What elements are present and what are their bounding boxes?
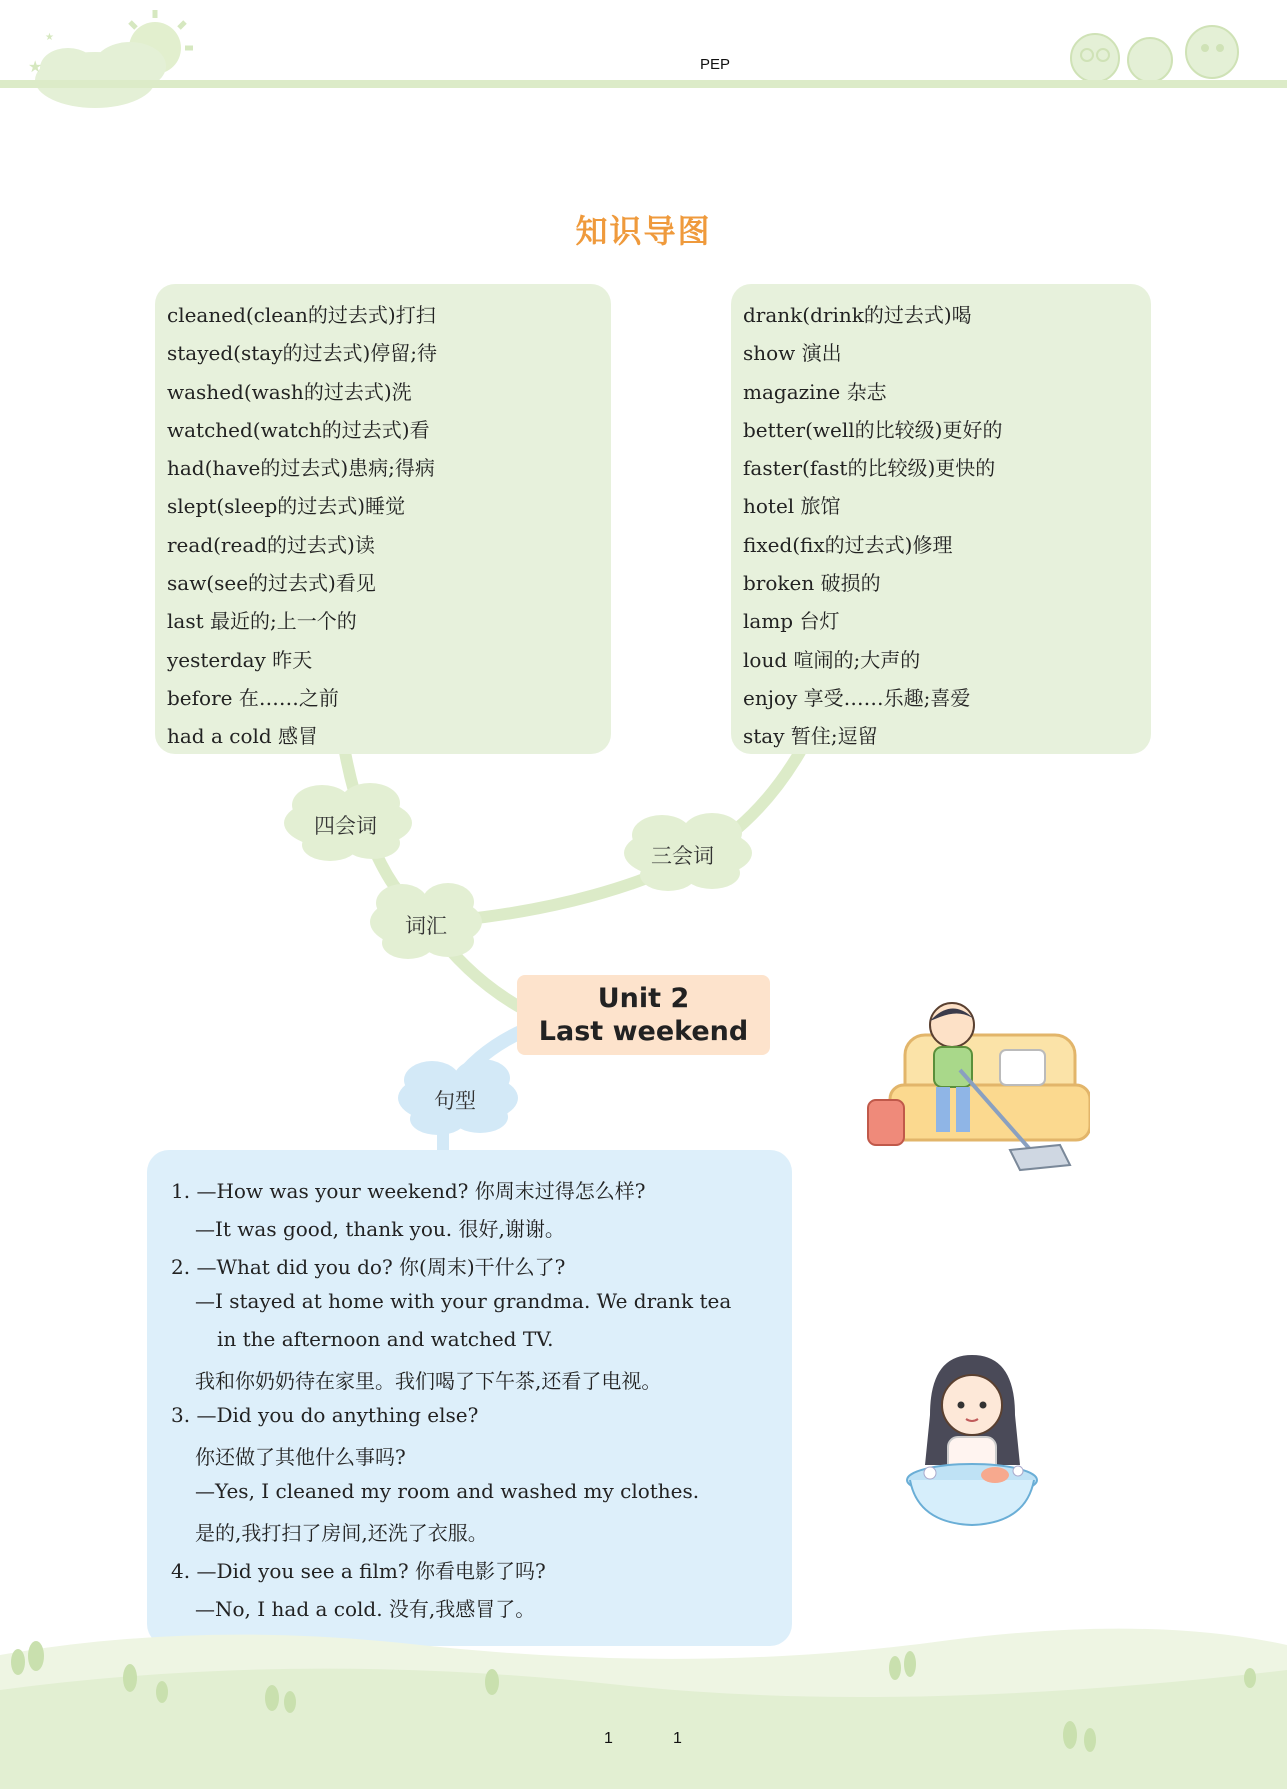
page-title: 知识导图 bbox=[575, 212, 712, 250]
page-number-left: 1 bbox=[604, 1730, 613, 1747]
vocab-item: fixed(fix的过去式)修理 bbox=[743, 532, 953, 557]
vocabulary-label: 词汇 bbox=[405, 914, 447, 938]
sentence-pattern-box bbox=[147, 1150, 792, 1646]
vocab-item: enjoy 享受……乐趣;喜爱 bbox=[743, 685, 971, 710]
sentence-line: 2. —What did you do? 你(周末)干什么了? bbox=[171, 1255, 566, 1279]
unit-number: Unit 2 bbox=[597, 983, 690, 1014]
girl-washing-illustration bbox=[900, 1345, 1075, 1535]
branch-three-skills bbox=[460, 752, 800, 920]
sentence-line: 3. —Did you do anything else? bbox=[171, 1403, 479, 1427]
four-skills-label: 四会词 bbox=[314, 814, 377, 838]
header-label: PEP bbox=[700, 56, 731, 73]
sentence-line: —It was good, thank you. 很好,谢谢。 bbox=[195, 1217, 565, 1241]
vocab-three-skills-box bbox=[731, 284, 1151, 754]
vocab-item: had(have的过去式)患病;得病 bbox=[167, 456, 435, 481]
vocab-three-skills-list bbox=[743, 300, 1002, 760]
page-number-right: 1 bbox=[673, 1730, 682, 1747]
vocab-item: slept(sleep的过去式)睡觉 bbox=[167, 494, 406, 519]
unit-title-box bbox=[517, 975, 770, 1055]
vocab-item: show 演出 bbox=[743, 341, 842, 366]
vocab-item: yesterday 昨天 bbox=[167, 647, 313, 672]
unit-name: Last weekend bbox=[538, 1016, 749, 1047]
boy-cleaning-illustration bbox=[860, 995, 1090, 1185]
vocab-item: loud 喧闹的;大声的 bbox=[743, 647, 921, 672]
vocab-four-skills-list bbox=[167, 300, 437, 760]
vocab-item: before 在……之前 bbox=[167, 685, 339, 710]
vocab-item: had a cold 感冒 bbox=[167, 724, 319, 749]
sentence-line: —No, I had a cold. 没有,我感冒了。 bbox=[195, 1597, 536, 1621]
sentence-line: 是的,我打扫了房间,还洗了衣服。 bbox=[195, 1521, 488, 1545]
vocab-item: stay 暂住;逗留 bbox=[743, 724, 878, 749]
vocab-item: hotel 旅馆 bbox=[743, 494, 841, 519]
vocab-item: saw(see的过去式)看见 bbox=[167, 571, 376, 596]
sentence-line: in the afternoon and watched TV. bbox=[217, 1327, 554, 1351]
svg-text:★: ★ bbox=[45, 32, 54, 43]
sentence-line: 4. —Did you see a film? 你看电影了吗? bbox=[171, 1559, 546, 1583]
vocab-item: washed(wash的过去式)洗 bbox=[167, 379, 412, 404]
vocab-item: read(read的过去式)读 bbox=[167, 532, 375, 557]
vocab-item: better(well的比较级)更好的 bbox=[743, 417, 1003, 442]
vocab-item: broken 破损的 bbox=[743, 571, 881, 596]
sentence-line: —I stayed at home with your grandma. We drank tea bbox=[195, 1289, 732, 1313]
vocab-item: last 最近的;上一个的 bbox=[167, 609, 357, 634]
sentence-line: 你还做了其他什么事吗? bbox=[195, 1445, 406, 1469]
vocab-item: lamp 台灯 bbox=[743, 609, 840, 634]
sentence-label: 句型 bbox=[434, 1089, 476, 1113]
svg-text:★: ★ bbox=[28, 57, 43, 76]
sentence-line: —Yes, I cleaned my room and washed my clothes. bbox=[195, 1479, 700, 1503]
vocab-item: magazine 杂志 bbox=[743, 379, 887, 404]
vocab-item: watched(watch的过去式)看 bbox=[167, 417, 430, 442]
footer-landscape bbox=[0, 1620, 1287, 1789]
vocab-item: stayed(stay的过去式)停留;待 bbox=[167, 341, 438, 366]
sentence-line: 我和你奶奶待在家里。我们喝了下午茶,还看了电视。 bbox=[195, 1369, 662, 1393]
sentence-line: 1. —How was your weekend? 你周末过得怎么样? bbox=[171, 1179, 646, 1203]
vocab-item: faster(fast的比较级)更快的 bbox=[743, 456, 996, 481]
vocab-item: drank(drink的过去式)喝 bbox=[743, 303, 972, 327]
vocab-four-skills-box bbox=[155, 284, 611, 754]
vocab-item: cleaned(clean的过去式)打扫 bbox=[167, 303, 436, 327]
three-skills-label: 三会词 bbox=[651, 844, 714, 868]
